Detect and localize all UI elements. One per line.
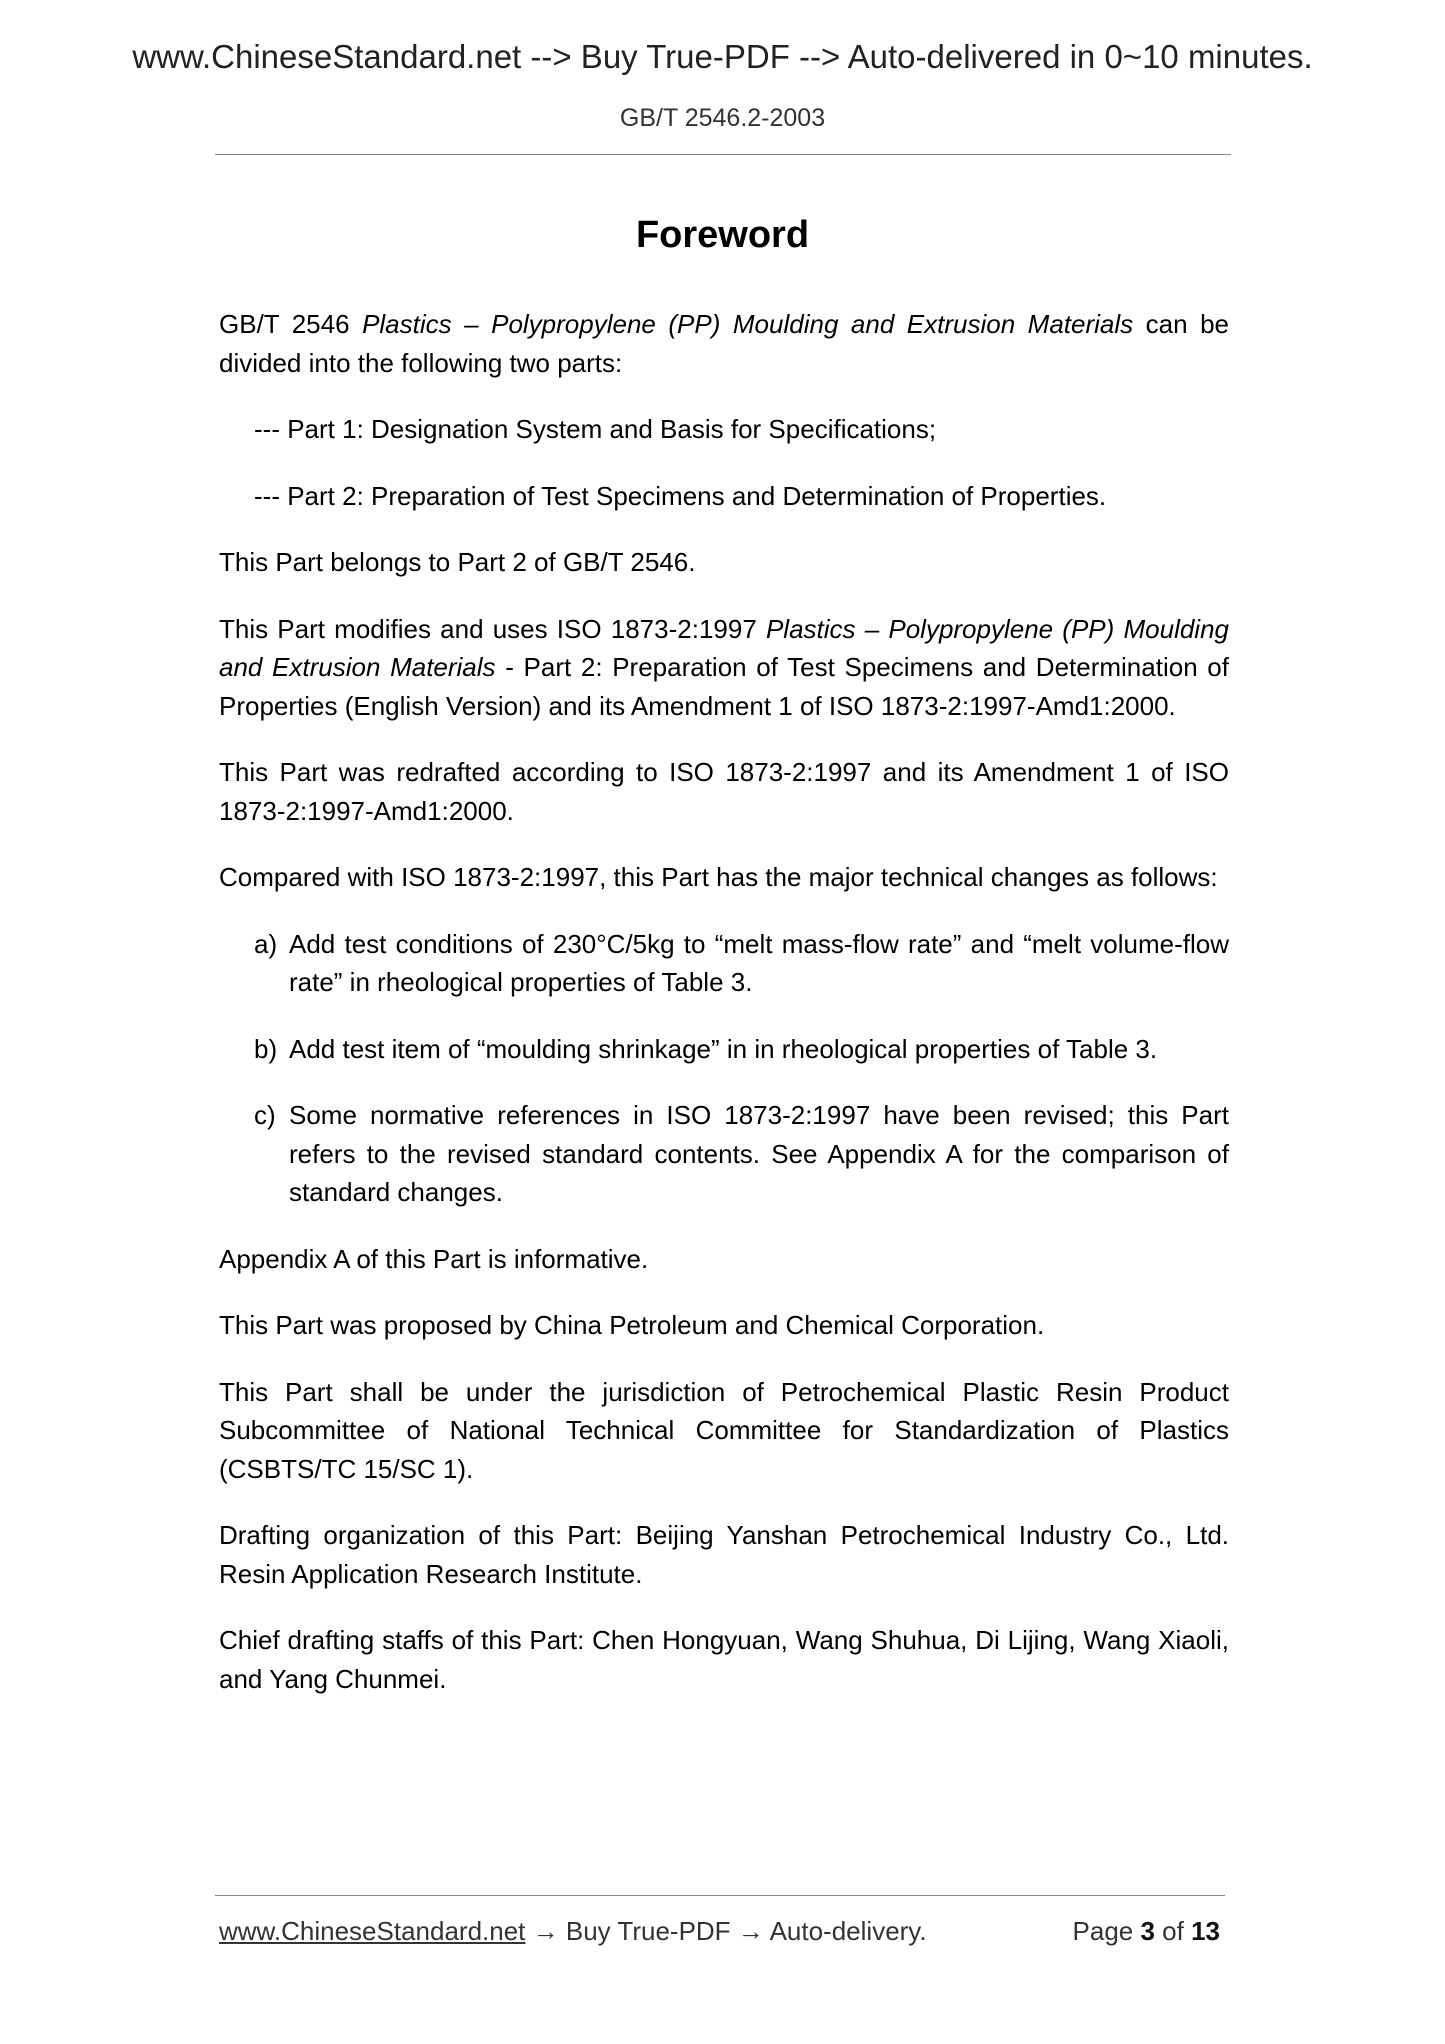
redrafted-paragraph: This Part was redrafted according to ISO 1873-2:1997 and its Amendment 1 of ISO 1873-2:1997-Amd1:2000. [219, 757, 1229, 826]
footer-divider [215, 1895, 1225, 1896]
page-number: 3 [1140, 1916, 1155, 1946]
intro-rest: can be divided into the following two parts: [219, 309, 1229, 378]
top-banner[interactable]: www.ChineseStandard.net --> Buy True-PDF --> Auto-delivered in 0~10 minutes. [132, 38, 1313, 75]
proposed-paragraph: This Part was proposed by China Petroleum and Chemical Corporation. [219, 1310, 1045, 1340]
change-item [254, 1030, 1229, 1069]
belongs-paragraph: This Part belongs to Part 2 of GB/T 2546. [219, 547, 696, 577]
page-indicator [1073, 1916, 1220, 1947]
change-item [254, 925, 1229, 1002]
change-label: b) [254, 1033, 278, 1064]
modifies-post: - Part 2: Preparation of Test Specimens and Determination of Properties (English Version) and its Amendment 1 of ISO 1873-2:1997-Amd1:2000. [219, 652, 1229, 721]
page-total: 13 [1191, 1916, 1220, 1946]
jurisdiction-paragraph: This Part shall be under the jurisdiction of Petrochemical Plastic Resin Product Subcommittee of National Technical Committee for Standardization of Plastics (CSBTS/TC 15/SC 1). [219, 1376, 1229, 1484]
header-divider [215, 154, 1231, 155]
of-word: of [1154, 1916, 1192, 1946]
change-label: a) [254, 928, 278, 959]
standard-code: GB/T 2546.2-2003 [619, 104, 826, 132]
change-label: c) [254, 1100, 276, 1130]
intro-title: Plastics – Polypropylene (PP) Moulding and Extrusion Materials [362, 309, 1134, 339]
change-item [254, 1096, 1229, 1212]
footer-link[interactable]: www.ChineseStandard.net [219, 1916, 526, 1946]
modifies-pre: This Part modifies and uses ISO 1873-2:1997 [219, 613, 766, 644]
document-body [219, 305, 1229, 1726]
compared-paragraph: Compared with ISO 1873-2:1997, this Part has the major technical changes as follows: [219, 862, 1218, 892]
chief-staff-paragraph: Chief drafting staffs of this Part: Chen Hongyuan, Wang Shuhua, Di Lijing, Wang Xiaoli, and Yang Chunmei. [219, 1625, 1229, 1694]
part-list-item: --- Part 1: Designation System and Basis for Specifications; [254, 414, 937, 444]
part-list-item: --- Part 2: Preparation of Test Specimens and Determination of Properties. [254, 480, 1107, 511]
modifies-title: Plastics – Polypropylene (PP) Moulding and Extrusion Materials [219, 613, 1229, 682]
change-text: Some normative references in ISO 1873-2:1997 have been revised; this Part refers to the revised standard contents. See Appendix A for the comparison of standard changes. [289, 1100, 1229, 1207]
modifies-paragraph [219, 610, 1229, 726]
page-word: Page [1072, 1916, 1141, 1946]
intro-paragraph [219, 305, 1229, 382]
change-text: Add test conditions of 230°C/5kg to “melt mass-flow rate” and “melt volume-flow rate” in rheological properties of Table 3. [289, 928, 1229, 997]
change-text: Add test item of “moulding shrinkage” in in rheological properties of Table 3. [289, 1033, 1158, 1064]
footer-tagline-text: → Buy True-PDF → Auto-delivery. [525, 1916, 927, 1946]
drafting-org-paragraph: Drafting organization of this Part: Beijing Yanshan Petrochemical Industry Co., Ltd. Resin Application Research Institute. [219, 1520, 1229, 1589]
page-title: Foreword [635, 214, 810, 256]
footer-tagline [219, 1916, 927, 1947]
appendix-paragraph: Appendix A of this Part is informative. [219, 1243, 649, 1274]
intro-code: GB/T 2546 [219, 309, 363, 339]
